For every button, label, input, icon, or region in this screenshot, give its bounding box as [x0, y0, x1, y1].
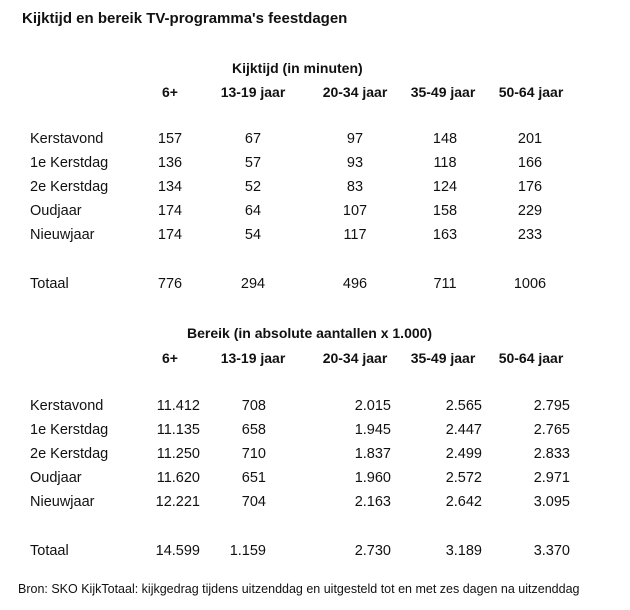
table-cell: 11.135	[156, 422, 200, 438]
table-cell: 67	[244, 131, 262, 147]
page-title: Kijktijd en bereik TV-programma's feestdagen	[22, 10, 348, 27]
total-cell: 496	[342, 276, 368, 292]
total-cell: 711	[433, 276, 457, 292]
table-cell: 710	[241, 446, 266, 462]
table-cell: 64	[244, 203, 262, 219]
table-cell: 166	[517, 155, 543, 171]
column-header: 50-64 jaar	[498, 350, 564, 366]
table-cell: 57	[244, 155, 262, 171]
total-cell: 1.159	[229, 543, 266, 559]
total-label: Totaal	[30, 543, 69, 559]
table-cell: 2.642	[445, 494, 482, 510]
table-cell: 117	[343, 227, 367, 243]
column-header: 50-64 jaar	[498, 84, 564, 100]
table-cell: 157	[157, 131, 183, 147]
row-label: Nieuwjaar	[30, 494, 95, 510]
table-cell: 83	[346, 179, 364, 195]
row-label: Kerstavond	[30, 398, 104, 414]
total-cell: 3.370	[533, 543, 570, 559]
table-cell: 229	[517, 203, 543, 219]
table-cell: 97	[346, 131, 364, 147]
table-cell: 52	[244, 179, 262, 195]
column-header: 35-49 jaar	[410, 350, 476, 366]
table-cell: 136	[157, 155, 183, 171]
table-cell: 2.765	[533, 422, 570, 438]
table-cell: 134	[157, 179, 183, 195]
table-cell: 11.412	[156, 398, 200, 414]
total-cell: 1006	[513, 276, 547, 292]
row-label: Oudjaar	[30, 470, 82, 486]
table-cell: 651	[241, 470, 266, 486]
column-header: 20-34 jaar	[322, 84, 388, 100]
table-cell: 2.163	[354, 494, 391, 510]
table-cell: 704	[241, 494, 266, 510]
table-cell: 1.960	[354, 470, 391, 486]
table-cell: 12.221	[155, 494, 200, 510]
table-cell: 2.015	[354, 398, 391, 414]
row-label: Nieuwjaar	[30, 227, 95, 243]
table-cell: 3.095	[533, 494, 570, 510]
table-cell: 2.447	[445, 422, 482, 438]
column-header: 6+	[162, 84, 178, 100]
table-cell: 54	[244, 227, 262, 243]
table-cell: 708	[241, 398, 266, 414]
column-header: 6+	[162, 350, 178, 366]
table-cell: 2.565	[445, 398, 482, 414]
table-cell: 107	[342, 203, 368, 219]
table-cell: 163	[432, 227, 458, 243]
total-cell: 2.730	[354, 543, 391, 559]
table-cell: 158	[432, 203, 458, 219]
table-cell: 2.499	[445, 446, 482, 462]
table-cell: 176	[517, 179, 543, 195]
row-label: 2e Kerstdag	[30, 446, 109, 462]
table-cell: 2.833	[533, 446, 570, 462]
total-cell: 776	[157, 276, 183, 292]
table-cell: 124	[432, 179, 458, 195]
table-cell: 174	[157, 203, 183, 219]
row-label: Oudjaar	[30, 203, 82, 219]
table-cell: 174	[157, 227, 183, 243]
section-title-kijktijd: Kijktijd (in minuten)	[232, 60, 363, 76]
table-cell: 1.945	[354, 422, 391, 438]
table-cell: 148	[432, 131, 458, 147]
total-label: Totaal	[30, 276, 69, 292]
row-label: 2e Kerstdag	[30, 179, 109, 195]
table-cell: 2.795	[533, 398, 570, 414]
table-cell: 2.572	[445, 470, 482, 486]
table-cell: 658	[241, 422, 266, 438]
total-cell: 14.599	[155, 543, 200, 559]
total-cell: 3.189	[445, 543, 482, 559]
row-label: Kerstavond	[30, 131, 104, 147]
table-cell: 2.971	[533, 470, 570, 486]
table-cell: 11.620	[156, 470, 200, 486]
column-header: 35-49 jaar	[410, 84, 476, 100]
row-label: 1e Kerstdag	[30, 155, 109, 171]
column-header: 13-19 jaar	[220, 84, 286, 100]
column-header: 20-34 jaar	[322, 350, 388, 366]
table-cell: 233	[517, 227, 543, 243]
row-label: 1e Kerstdag	[30, 422, 109, 438]
table-cell: 118	[433, 155, 457, 171]
table-cell: 1.837	[354, 446, 391, 462]
source-note: Bron: SKO KijkTotaal: kijkgedrag tijdens uitzenddag en uitgesteld tot en met zes dagen na uitzenddag	[18, 582, 580, 596]
table-cell: 201	[517, 131, 543, 147]
table-cell: 11.250	[156, 446, 200, 462]
total-cell: 294	[240, 276, 266, 292]
section-title-bereik: Bereik (in absolute aantallen x 1.000)	[187, 325, 433, 341]
column-header: 13-19 jaar	[220, 350, 286, 366]
table-cell: 93	[346, 155, 364, 171]
